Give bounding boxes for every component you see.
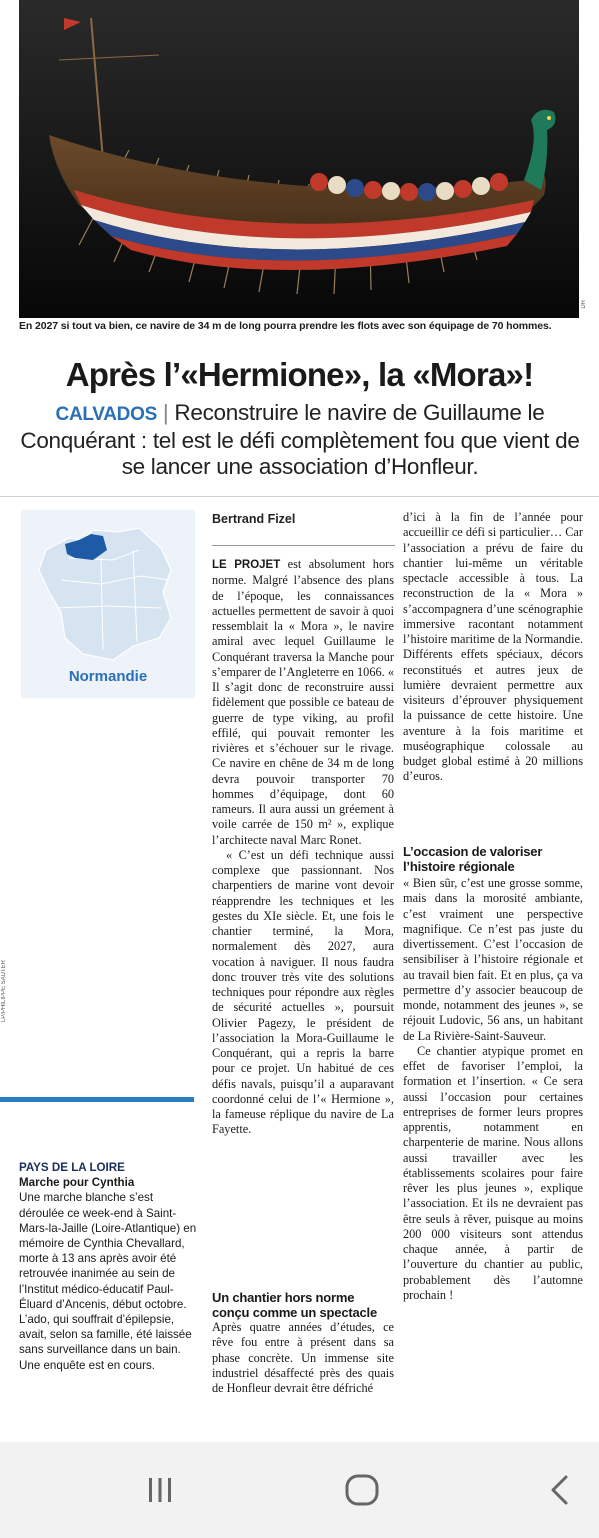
back-button[interactable] bbox=[520, 1442, 599, 1538]
article-paragraph: est absolument hors norme. Malgré l’absence des plans de l’époque, les connaissances actuelles permettent de savoir à quoi ressemblait la « Mora », le navire amiral avec lequel Guillaume le Conquérant traversa la Manche pour s’emparer de l’Angleterre en 1066. « Il s’agit donc de reconstruire aussi fidèlement que possible ce bateau de guerre de type viking, au profil effilé, qui pouvait remonter les rivières et s’échouer sur le rivage. Ce navire en chêne de 34 m de long devra pouvoir transporter 70 hommes d’équipage, dont 60 rameurs. Il aura aussi un gréement à voile carrée de 150 m² », explique l’architecte naval Marc Ronet. bbox=[212, 557, 394, 847]
map-label: Normandie bbox=[68, 668, 148, 685]
map-graphic bbox=[21, 510, 195, 670]
viking-ship-illustration bbox=[19, 0, 579, 318]
subhead: L’occasion de valoriser l’histoire régionale bbox=[403, 844, 543, 874]
lead-label: LE PROJET bbox=[212, 559, 281, 571]
news-brief bbox=[19, 1160, 199, 1373]
brief-text: Une marche blanche s’est déroulée ce week-end à Saint-Mars-la-Jaille (Loire-Atlantique) en mémoire de Cynthia Chevallard, morte à 13 ans après avoir été retrouvée inanimée au sein de l’Institut médico-éducatif Paul-Éluard d’Ancenis, début octobre. L’ado, qui souffrait d’épilepsie, avait, selon sa famille, été laissée sans surveillance dans un bain. Une enquête est en cours. bbox=[19, 1191, 197, 1372]
back-icon bbox=[548, 1474, 572, 1506]
standfirst-kicker: CALVADOS bbox=[55, 404, 157, 425]
france-map bbox=[21, 510, 195, 698]
subhead: Un chantier hors norme conçu comme un spectacle bbox=[212, 1290, 377, 1320]
ship-photo bbox=[19, 0, 579, 318]
article-paragraph: d’ici à la fin de l’année pour accueillir ce défi si particulier… Car l’association a prévu de faire du chantier lui-même un véritable spectacle accessible à tous. La reconstruction de la « Mora » s’accompagnera d’une scénographie immersive racontant notamment l’histoire maritime de la Normandie. Différents effets spéciaux, décors reconstitués et autres jeux de lumière devraient permettre aux visiteurs d’éprouver physiquement la puissance de cette histoire. Une aventure à la fois maritime et muséographique colossale au budget global estimé à 20 millions d’euros. bbox=[403, 510, 583, 784]
brief-title: Marche pour Cynthia bbox=[19, 1176, 135, 1190]
byline: Bertrand Fizel bbox=[212, 512, 296, 526]
byline-rule bbox=[212, 545, 395, 546]
article-paragraph: Ce chantier atypique promet en effet de favoriser l’emploi, la formation et l’insertion. « Ce sera aussi l’occasion pour certaines entreprises de former leurs propres apprentis, notamment en charpenterie de marine. Nous allons aussi travailler avec les établissements scolaires pour faire rêver les plus jeunes », explique l’association. Et ils ne devraient pas être seuls à rêver, puisque au moins 200 000 visiteurs sont attendus chaque année, à partir de l’ouverture du chantier au public, probablement dès l’automne prochain ! bbox=[403, 1043, 583, 1302]
article-paragraph: « C’est un défi technique aussi complexe que passionnant. Nos charpentiers de marine vont devoir réapprendre les techniques et les gestes du XIe siècle. Et, une fois le chantier terminé, la Mora, normalement dès 2027, aura vocation à naviguer. Il nous faudra donc trouver très vite des solutions techniques pour répondre aux règles de sécurité actuelles », poursuit Olivier Pagezy, le président de l’association la Mora-Guillaume le Conquérant, qui a repris la barre pour ce projet. Un habitué de ces défis navals, puisqu’il a auparavant coordonné celui de l’« Hermione », la fameuse réplique du navire de La Fayette. bbox=[212, 847, 394, 1137]
brief-kicker: PAYS DE LA LOIRE bbox=[19, 1161, 125, 1174]
navigation-bar bbox=[0, 1442, 599, 1538]
standfirst-text: Reconstruire le navire de Guillaume le Conquérant : tel est le défi complètement fou que vient de se lancer une association d’Honfleur. bbox=[20, 400, 580, 479]
photo-caption: En 2027 si tout va bien, ce navire de 34 m de long pourra prendre les flots avec son équipage de 70 hommes. bbox=[19, 320, 552, 332]
recent-apps-icon bbox=[144, 1476, 176, 1504]
photo-credit: DR bbox=[581, 300, 587, 309]
divider bbox=[0, 496, 599, 497]
standfirst-separator: | bbox=[162, 400, 169, 425]
article-column-2 bbox=[212, 557, 394, 1138]
section-bar bbox=[0, 1097, 194, 1102]
article-column-3 bbox=[403, 510, 583, 785]
home-button[interactable] bbox=[312, 1442, 412, 1538]
side-credit: LP/PHILIPPE SAUTER bbox=[1, 960, 7, 1023]
recent-apps-button[interactable] bbox=[110, 1442, 210, 1538]
headline: Après l’«Hermione», la «Mora»! bbox=[65, 356, 534, 393]
home-icon bbox=[344, 1474, 380, 1506]
standfirst bbox=[20, 400, 580, 480]
article-column-3-bottom bbox=[403, 876, 583, 1303]
article-paragraph: Après quatre années d’études, ce rêve fou entre à présent dans sa phase concrète. Un immense site industriel désaffecté près des quais de Honfleur devrait être défriché bbox=[212, 1320, 394, 1395]
article-column-2-bottom bbox=[212, 1320, 394, 1396]
article-paragraph: « Bien sûr, c’est une grosse somme, mais dans la morosité ambiante, c’est vraiment une perspective magnifique. Ce n’est pas juste du divertissement. C’est l’occasion de sensibiliser à l’histoire régionale et au travail bien fait. Et en plus, ça va permettre d’y associer beaucoup de monde, notamment des jeunes », se réjouit Ludovic, 56 ans, un habitant de La Rivière-Saint-Sauveur. bbox=[403, 876, 583, 1043]
